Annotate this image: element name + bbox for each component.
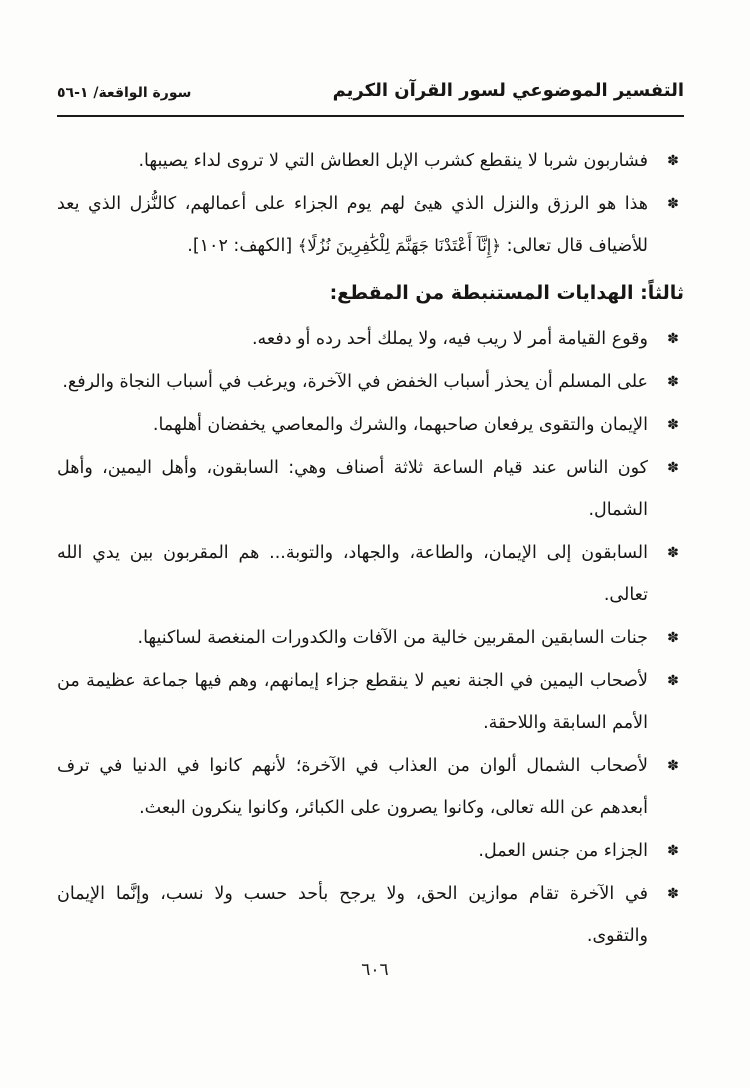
bullet-text: لأصحاب الشمال ألوان من العذاب في الآخرة؛ لأنهم كانوا في الدنيا في ترف أبعدهم عن الله تعالى، وكانوا يصرون على الكبائر، وكانوا ينكرون البعث.: [57, 756, 648, 818]
book-title: التفسير الموضوعي لسور القرآن الكريم: [332, 80, 684, 101]
list-item: [57, 873, 684, 957]
list-item: [57, 140, 684, 182]
bullet-asterisk-icon: ✽: [667, 630, 679, 646]
bullet-text: فشاربون شربا لا ينقطع كشرب الإبل العطاش التي لا تروى لداء يصيبها.: [138, 151, 648, 171]
bullet-asterisk-icon: ✽: [667, 758, 679, 774]
header-divider: [57, 115, 684, 117]
bullet-text: على المسلم أن يحذر أسباب الخفض في الآخرة، ويرغب في أسباب النجاة والرفع.: [62, 372, 648, 392]
list-item: [57, 660, 684, 744]
list-item: [57, 404, 684, 446]
list-item: [57, 617, 684, 659]
bullet-text: هذا هو الرزق والنزل الذي هيئ لهم يوم الجزاء على أعمالهم، كالنُّزل الذي يعد للأضياف قال تعالى:: [57, 194, 648, 256]
list-item: [57, 361, 684, 403]
bullet-asterisk-icon: ✽: [667, 196, 679, 212]
bullet-asterisk-icon: ✽: [667, 374, 679, 390]
bullet-asterisk-icon: ✽: [667, 417, 679, 433]
page-body: [57, 140, 684, 958]
bullet-text: جنات السابقين المقربين خالية من الآفات والكدورات المنغصة لساكنيها.: [137, 628, 648, 648]
bullet-text: لأصحاب اليمين في الجنة نعيم لا ينقطع جزاء إيمانهم، وهم فيها جماعة عظيمة من الأمم السابقة واللاحقة.: [57, 671, 648, 733]
list-item: [57, 532, 684, 616]
quran-verse: ﴿إِنَّآ أَعْتَدْنَا جَهَنَّمَ لِلْكَٰفِرِينَ نُزُلًا﴾: [297, 236, 502, 255]
bullet-text: كون الناس عند قيام الساعة ثلاثة أصناف وهي: السابقون، وأهل اليمين، وأهل الشمال.: [57, 458, 648, 520]
list-item: [57, 183, 684, 267]
bullet-asterisk-icon: ✽: [667, 331, 679, 347]
bullet-text: في الآخرة تقام موازين الحق، ولا يرجح بأحد حسب ولا نسب، وإنَّما الإيمان والتقوى.: [57, 884, 648, 946]
bullet-asterisk-icon: ✽: [667, 886, 679, 902]
bullet-asterisk-icon: ✽: [667, 843, 679, 859]
bullet-asterisk-icon: ✽: [667, 673, 679, 689]
list-item: [57, 830, 684, 872]
bullet-asterisk-icon: ✽: [667, 545, 679, 561]
page-number: ٦٠٦: [361, 960, 389, 980]
bullet-text: الإيمان والتقوى يرفعان صاحبهما، والشرك والمعاصي يخفضان أهلهما.: [152, 415, 648, 435]
chapter-reference: سورة الواقعة/ ١-٥٦: [57, 85, 192, 101]
list-item: [57, 447, 684, 531]
bullet-text: الجزاء من جنس العمل.: [478, 841, 648, 861]
verse-citation: [الكهف: ١٠٢].: [187, 236, 298, 256]
bullet-asterisk-icon: ✽: [667, 153, 679, 169]
bullet-text: السابقون إلى الإيمان، والطاعة، والجهاد، والتوبة... هم المقربون بين يدي الله تعالى.: [57, 543, 648, 605]
bullet-asterisk-icon: ✽: [667, 460, 679, 476]
list-item: [57, 318, 684, 360]
list-item: [57, 745, 684, 829]
page-header: [57, 80, 684, 101]
section-heading: ثالثاً: الهدايات المستنبطة من المقطع:: [329, 282, 684, 304]
bullet-text: وقوع القيامة أمر لا ريب فيه، ولا يملك أحد رده أو دفعه.: [251, 329, 648, 349]
